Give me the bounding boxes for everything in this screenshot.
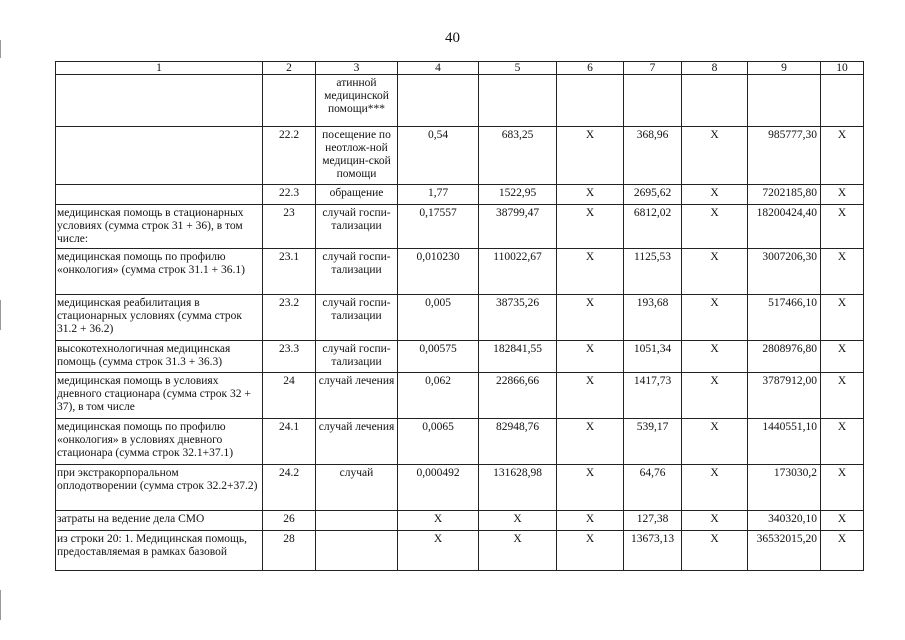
row-norm: 0,062 <box>398 373 479 419</box>
row-col6: X <box>557 465 624 511</box>
table-row <box>56 185 864 205</box>
row-unit: обращение <box>316 185 398 205</box>
row-col10: X <box>821 341 864 373</box>
row-col8: X <box>682 295 748 341</box>
row-col9: 517466,10 <box>748 295 821 341</box>
row-col8: X <box>682 511 748 531</box>
column-number-8: 8 <box>682 62 748 75</box>
row-name <box>56 75 263 127</box>
row-norm: 0,010230 <box>398 249 479 295</box>
row-col8: X <box>682 341 748 373</box>
table-row <box>56 75 864 127</box>
row-col10: X <box>821 419 864 465</box>
table-row <box>56 127 864 185</box>
row-col8: X <box>682 205 748 249</box>
row-unit <box>316 531 398 571</box>
column-number-10: 10 <box>821 62 864 75</box>
row-code: 23.2 <box>263 295 316 341</box>
row-col9: 340320,10 <box>748 511 821 531</box>
row-name: медицинская помощь по профилю «онкология» (сумма строк 31.1 + 36.1) <box>56 249 263 295</box>
row-col9: 3007206,30 <box>748 249 821 295</box>
row-col7: 127,38 <box>624 511 682 531</box>
row-cost: 38799,47 <box>479 205 557 249</box>
column-number-6: 6 <box>557 62 624 75</box>
table-row <box>56 373 864 419</box>
row-unit: случай лечения <box>316 419 398 465</box>
row-norm <box>398 75 479 127</box>
row-col7 <box>624 75 682 127</box>
column-number-2: 2 <box>263 62 316 75</box>
row-norm: 0,54 <box>398 127 479 185</box>
row-unit: случай госпи-тализации <box>316 341 398 373</box>
row-col6: X <box>557 531 624 571</box>
row-name: высокотехнологичная медицинская помощь (сумма строк 31.3 + 36.3) <box>56 341 263 373</box>
row-name <box>56 127 263 185</box>
row-cost: 1522,95 <box>479 185 557 205</box>
row-col9: 985777,30 <box>748 127 821 185</box>
row-col7: 64,76 <box>624 465 682 511</box>
row-col10: X <box>821 185 864 205</box>
row-name: медицинская помощь в условиях дневного стационара (сумма строк 32 + 37), в том числе <box>56 373 263 419</box>
page-number: 40 <box>445 30 460 46</box>
row-norm: 0,00575 <box>398 341 479 373</box>
row-name: при экстракорпоральном оплодотворении (сумма строк 32.2+37.2) <box>56 465 263 511</box>
table-row <box>56 205 864 249</box>
row-col6: X <box>557 127 624 185</box>
row-col8: X <box>682 127 748 185</box>
row-norm: 0,0065 <box>398 419 479 465</box>
scan-edge-mark-mid <box>0 300 1 330</box>
row-code: 23 <box>263 205 316 249</box>
row-name: медицинская реабилитация в стационарных условиях (сумма строк 31.2 + 36.2) <box>56 295 263 341</box>
row-col7: 193,68 <box>624 295 682 341</box>
row-col7: 2695,62 <box>624 185 682 205</box>
row-unit: случай лечения <box>316 373 398 419</box>
budget-table <box>55 61 864 571</box>
table-row <box>56 295 864 341</box>
row-col9: 1440551,10 <box>748 419 821 465</box>
row-unit: атинной медицинской помощи*** <box>316 75 398 127</box>
row-col9: 18200424,40 <box>748 205 821 249</box>
table-row <box>56 511 864 531</box>
row-unit: посещение по неотлож-ной медицин-ской помощи <box>316 127 398 185</box>
row-unit: случай госпи-тализации <box>316 249 398 295</box>
row-col10 <box>821 75 864 127</box>
row-col9: 3787912,00 <box>748 373 821 419</box>
row-col7: 13673,13 <box>624 531 682 571</box>
row-col8: X <box>682 531 748 571</box>
row-col6: X <box>557 205 624 249</box>
scan-edge-mark-bottom <box>0 590 1 620</box>
row-code: 26 <box>263 511 316 531</box>
row-norm: 0,17557 <box>398 205 479 249</box>
row-col10: X <box>821 127 864 185</box>
row-code: 23.1 <box>263 249 316 295</box>
row-code: 24.1 <box>263 419 316 465</box>
row-col9: 173030,2 <box>748 465 821 511</box>
row-code: 24.2 <box>263 465 316 511</box>
row-cost: 683,25 <box>479 127 557 185</box>
row-col7: 6812,02 <box>624 205 682 249</box>
row-col6: X <box>557 249 624 295</box>
row-cost: 110022,67 <box>479 249 557 295</box>
row-col8: X <box>682 465 748 511</box>
row-col6 <box>557 75 624 127</box>
row-col9 <box>748 75 821 127</box>
row-col10: X <box>821 373 864 419</box>
row-code: 23.3 <box>263 341 316 373</box>
column-number-3: 3 <box>316 62 398 75</box>
row-cost <box>479 75 557 127</box>
row-col9: 36532015,20 <box>748 531 821 571</box>
row-norm: 1,77 <box>398 185 479 205</box>
row-col7: 368,96 <box>624 127 682 185</box>
table-row <box>56 341 864 373</box>
table-row <box>56 465 864 511</box>
row-norm: X <box>398 531 479 571</box>
row-cost: 182841,55 <box>479 341 557 373</box>
column-number-row <box>56 62 864 75</box>
row-norm: 0,000492 <box>398 465 479 511</box>
row-norm: 0,005 <box>398 295 479 341</box>
row-col6: X <box>557 295 624 341</box>
row-col7: 539,17 <box>624 419 682 465</box>
row-col6: X <box>557 185 624 205</box>
row-col7: 1051,34 <box>624 341 682 373</box>
column-number-7: 7 <box>624 62 682 75</box>
row-unit: случай <box>316 465 398 511</box>
row-cost: 131628,98 <box>479 465 557 511</box>
row-name: из строки 20: 1. Медицинская помощь, предоставляемая в рамках базовой <box>56 531 263 571</box>
row-name: медицинская помощь в стационарных условиях (сумма строк 31 + 36), в том числе: <box>56 205 263 249</box>
column-number-4: 4 <box>398 62 479 75</box>
column-number-9: 9 <box>748 62 821 75</box>
row-col10: X <box>821 465 864 511</box>
row-unit <box>316 511 398 531</box>
row-code: 22.2 <box>263 127 316 185</box>
table-row <box>56 249 864 295</box>
row-code: 24 <box>263 373 316 419</box>
row-col8 <box>682 75 748 127</box>
row-col8: X <box>682 249 748 295</box>
row-cost: 82948,76 <box>479 419 557 465</box>
row-code: 28 <box>263 531 316 571</box>
row-col8: X <box>682 419 748 465</box>
row-col7: 1417,73 <box>624 373 682 419</box>
row-col8: X <box>682 373 748 419</box>
row-col6: X <box>557 341 624 373</box>
row-cost: X <box>479 511 557 531</box>
table-row <box>56 531 864 571</box>
row-col6: X <box>557 373 624 419</box>
row-col9: 7202185,80 <box>748 185 821 205</box>
row-code: 22.3 <box>263 185 316 205</box>
column-number-5: 5 <box>479 62 557 75</box>
row-cost: 22866,66 <box>479 373 557 419</box>
row-col9: 2808976,80 <box>748 341 821 373</box>
row-col10: X <box>821 511 864 531</box>
row-name <box>56 185 263 205</box>
row-name: медицинская помощь по профилю «онкология» в условиях дневного стационара (сумма строк 32.1+37.1) <box>56 419 263 465</box>
row-col6: X <box>557 511 624 531</box>
row-col7: 1125,53 <box>624 249 682 295</box>
row-col8: X <box>682 185 748 205</box>
row-code <box>263 75 316 127</box>
row-col10: X <box>821 205 864 249</box>
row-unit: случай госпи-тализации <box>316 295 398 341</box>
row-norm: X <box>398 511 479 531</box>
row-name: затраты на ведение дела СМО <box>56 511 263 531</box>
row-col6: X <box>557 419 624 465</box>
row-cost: X <box>479 531 557 571</box>
row-cost: 38735,26 <box>479 295 557 341</box>
row-unit: случай госпи-тализации <box>316 205 398 249</box>
row-col10: X <box>821 249 864 295</box>
row-col10: X <box>821 295 864 341</box>
table-row <box>56 419 864 465</box>
row-col10: X <box>821 531 864 571</box>
column-number-1: 1 <box>56 62 263 75</box>
